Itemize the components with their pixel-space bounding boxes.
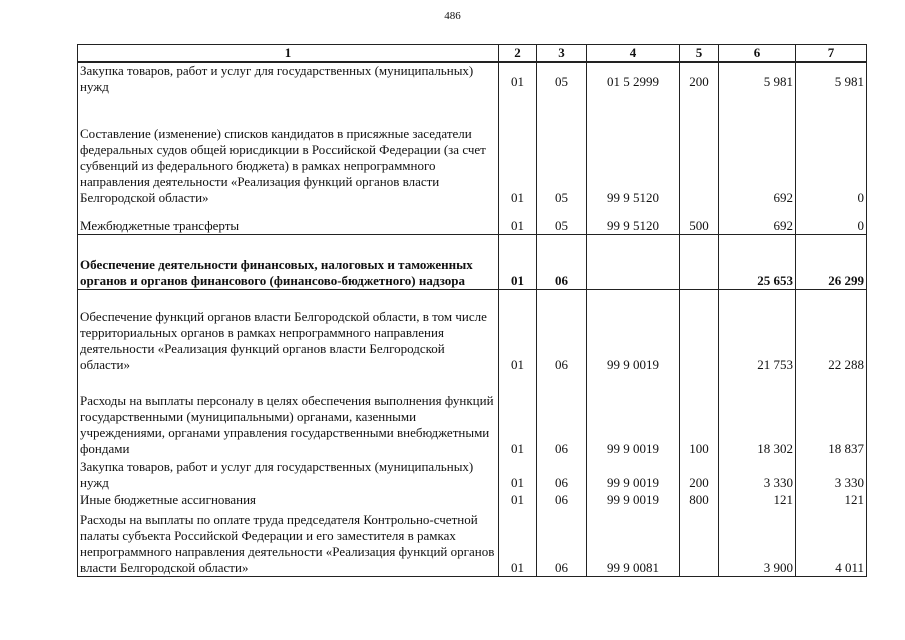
- column-header: 5: [680, 45, 719, 63]
- table-row: [78, 457, 867, 491]
- column-header: 6: [719, 45, 796, 63]
- cell-expense-type: 100: [680, 373, 719, 457]
- cell-amount-1: 3 330: [719, 457, 796, 491]
- table-row: [78, 508, 867, 576]
- cell-subsection: 06: [537, 457, 587, 491]
- cell-section: 01: [499, 508, 537, 576]
- table-row: [78, 289, 867, 373]
- cell-section: 01: [499, 491, 537, 508]
- cell-expense-type: 200: [680, 62, 719, 100]
- cell-amount-2: 121: [796, 491, 867, 508]
- cell-expense-type: [680, 508, 719, 576]
- cell-section: 01: [499, 373, 537, 457]
- cell-target-article: 99 9 0019: [587, 373, 680, 457]
- cell-section: 01: [499, 234, 537, 289]
- cell-expense-type: 500: [680, 206, 719, 234]
- column-header: 4: [587, 45, 680, 63]
- row-description: Обеспечение функций органов власти Белгородской области, в том числе территориальных органов в рамках непрограммного направления деятельности «Реализация функций органов власти Белгородской области»: [78, 289, 499, 373]
- cell-amount-2: 5 981: [796, 62, 867, 100]
- cell-section: 01: [499, 62, 537, 100]
- cell-amount-1: 21 753: [719, 289, 796, 373]
- cell-amount-1: 18 302: [719, 373, 796, 457]
- cell-amount-2: 0: [796, 206, 867, 234]
- cell-amount-1: 25 653: [719, 234, 796, 289]
- cell-target-article: 99 9 5120: [587, 206, 680, 234]
- cell-target-article: 99 9 0019: [587, 491, 680, 508]
- budget-table: [77, 44, 867, 577]
- cell-amount-1: 692: [719, 100, 796, 206]
- cell-section: 01: [499, 289, 537, 373]
- cell-amount-2: 26 299: [796, 234, 867, 289]
- cell-subsection: 06: [537, 508, 587, 576]
- table-row-section-total: [78, 234, 867, 289]
- cell-amount-2: 3 330: [796, 457, 867, 491]
- cell-amount-1: 692: [719, 206, 796, 234]
- table-row: [78, 62, 867, 100]
- row-description: Расходы на выплаты персоналу в целях обеспечения выполнения функций государственными (муниципальными) органами, казенными учреждениями, органами управления государственными внебюджетными фондами: [78, 373, 499, 457]
- cell-amount-2: 0: [796, 100, 867, 206]
- row-description: Расходы на выплаты по оплате труда председателя Контрольно-счетной палаты субъекта Российской Федерации и его заместителя в рамках непрограммного направления деятельности «Реализация функций органов власти Белгородской области»: [78, 508, 499, 576]
- cell-expense-type: [680, 100, 719, 206]
- cell-amount-2: 18 837: [796, 373, 867, 457]
- cell-target-article: 99 9 5120: [587, 100, 680, 206]
- cell-target-article: 01 5 2999: [587, 62, 680, 100]
- table-row: [78, 373, 867, 457]
- cell-section: 01: [499, 457, 537, 491]
- cell-expense-type: 800: [680, 491, 719, 508]
- cell-subsection: 05: [537, 62, 587, 100]
- cell-target-article: 99 9 0081: [587, 508, 680, 576]
- table-header-row: [78, 45, 867, 63]
- cell-amount-1: 5 981: [719, 62, 796, 100]
- cell-target-article: 99 9 0019: [587, 457, 680, 491]
- cell-subsection: 05: [537, 206, 587, 234]
- table-row: [78, 491, 867, 508]
- cell-amount-1: 3 900: [719, 508, 796, 576]
- row-description: Закупка товаров, работ и услуг для государственных (муниципальных) нужд: [78, 457, 499, 491]
- column-header: 2: [499, 45, 537, 63]
- cell-subsection: 05: [537, 100, 587, 206]
- cell-target-article: [587, 234, 680, 289]
- row-description: Межбюджетные трансферты: [78, 206, 499, 234]
- cell-subsection: 06: [537, 234, 587, 289]
- page-number: 486: [444, 10, 461, 22]
- cell-amount-1: 121: [719, 491, 796, 508]
- cell-section: 01: [499, 206, 537, 234]
- table-row: [78, 100, 867, 206]
- cell-subsection: 06: [537, 491, 587, 508]
- row-description: Иные бюджетные ассигнования: [78, 491, 499, 508]
- row-description: Обеспечение деятельности финансовых, налоговых и таможенных органов и органов финансового (финансово-бюджетного) надзора: [78, 234, 499, 289]
- cell-amount-2: 22 288: [796, 289, 867, 373]
- cell-section: 01: [499, 100, 537, 206]
- cell-expense-type: 200: [680, 457, 719, 491]
- cell-expense-type: [680, 234, 719, 289]
- column-header: 1: [78, 45, 499, 63]
- budget-table-container: [77, 44, 867, 577]
- row-description: Составление (изменение) списков кандидатов в присяжные заседатели федеральных судов общей юрисдикции в Российской Федерации (за счет субвенций из федерального бюджета) в рамках непрограммного направления деятельности «Реализация функций органов власти Белгородской области»: [78, 100, 499, 206]
- table-row: [78, 206, 867, 234]
- row-description: Закупка товаров, работ и услуг для государственных (муниципальных) нужд: [78, 62, 499, 100]
- column-header: 7: [796, 45, 867, 63]
- cell-expense-type: [680, 289, 719, 373]
- cell-subsection: 06: [537, 373, 587, 457]
- cell-target-article: 99 9 0019: [587, 289, 680, 373]
- column-header: 3: [537, 45, 587, 63]
- cell-subsection: 06: [537, 289, 587, 373]
- cell-amount-2: 4 011: [796, 508, 867, 576]
